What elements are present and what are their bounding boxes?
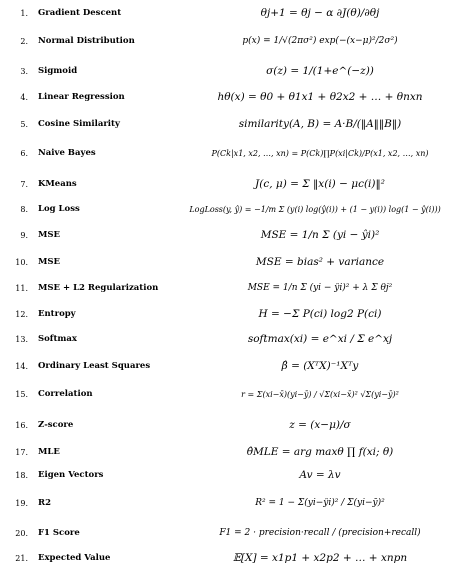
list-item — [0, 275, 474, 301]
item-name: Normal Distribution — [38, 36, 135, 46]
item-formula: β̂ = (XᵀX)⁻¹Xᵀy — [281, 360, 359, 372]
list-item — [0, 490, 474, 516]
item-number: 6. — [20, 148, 28, 158]
list-item — [0, 196, 474, 222]
item-formula: z = (x−μ)/σ — [289, 419, 351, 431]
item-number: 19. — [15, 498, 28, 508]
item-number: 14. — [15, 361, 28, 371]
item-number: 20. — [15, 528, 28, 538]
item-formula: 𝔼[X] = x1p1 + x2p2 + … + xnpn — [232, 552, 408, 564]
item-name: R2 — [38, 498, 51, 508]
item-name: Z-score — [38, 420, 74, 430]
item-name: Ordinary Least Squares — [38, 361, 151, 371]
item-formula: MSE = 1/n Σ (yi − ŷi)² + λ Σ θj² — [247, 283, 393, 293]
list-item — [0, 545, 474, 571]
item-name: Expected Value — [38, 553, 111, 563]
item-number: 15. — [15, 389, 28, 399]
item-name: MSE — [38, 257, 61, 267]
item-number: 11. — [15, 283, 28, 293]
list-item — [0, 28, 474, 54]
item-number: 3. — [20, 66, 28, 76]
item-formula: softmax(xi) = e^xi / Σ e^xj — [247, 333, 393, 345]
item-name: Eigen Vectors — [38, 470, 104, 480]
list-item — [0, 249, 474, 275]
list-item — [0, 301, 474, 327]
item-name: Linear Regression — [38, 92, 125, 102]
item-formula: F1 = 2 · precision·recall / (precision+recall) — [219, 528, 421, 538]
item-number: 18. — [15, 470, 28, 480]
item-name: Sigmoid — [38, 66, 78, 76]
item-number: 13. — [15, 334, 28, 344]
item-number: 8. — [20, 204, 28, 214]
item-formula: MSE = bias² + variance — [255, 256, 385, 268]
item-name: MSE — [38, 230, 61, 240]
item-formula: similarity(A, B) = A·B/(‖A‖‖B‖) — [238, 118, 402, 130]
item-formula: P(Ck|x1, x2, …, xn) = P(Ck)∏P(xi|Ck)/P(x1, x2, …, xn) — [211, 148, 429, 158]
item-formula: LogLoss(y, ŷ) = −1/m Σ (y(i) log(ŷ(i)) + (1 − y(i)) log(1 − ŷ(i))) — [189, 204, 441, 214]
item-number: 12. — [15, 309, 28, 319]
item-number: 21. — [15, 553, 28, 563]
item-formula: θ̂MLE = arg maxθ ∏ f(xi; θ) — [246, 446, 394, 458]
item-number: 5. — [20, 119, 28, 129]
item-name: Correlation — [38, 389, 93, 399]
item-name: KMeans — [38, 179, 77, 189]
item-number: 10. — [15, 257, 28, 267]
list-item — [0, 0, 474, 26]
item-formula: MSE = 1/n Σ (yi − ŷi)² — [260, 229, 380, 241]
item-formula: R² = 1 − Σ(yi−ŷi)² / Σ(yi−ȳ)² — [255, 498, 385, 508]
item-number: 1. — [20, 8, 28, 18]
item-name: Softmax — [38, 334, 77, 344]
list-item — [0, 84, 474, 110]
item-formula: r = Σ(xi−x̄)(yi−ȳ) / √Σ(xi−x̄)² √Σ(yi−ȳ)² — [241, 389, 399, 399]
item-name: Entropy — [38, 309, 76, 319]
item-name: Log Loss — [38, 204, 80, 214]
list-item — [0, 381, 474, 407]
list-item — [0, 462, 474, 488]
item-formula: σ(z) = 1/(1+e^(−z)) — [266, 65, 374, 77]
item-name: Cosine Similarity — [38, 119, 120, 129]
item-number: 4. — [20, 92, 28, 102]
item-number: 2. — [20, 36, 28, 46]
list-item — [0, 326, 474, 352]
item-name: Naive Bayes — [38, 148, 96, 158]
item-formula: H = −Σ P(ci) log2 P(ci) — [258, 308, 382, 320]
item-name: MSE + L2 Regularization — [38, 283, 159, 293]
item-name: MLE — [38, 447, 60, 457]
list-item — [0, 171, 474, 197]
item-number: 9. — [20, 230, 28, 240]
item-formula: θj+1 = θj − α ∂J(θ)/∂θj — [260, 7, 380, 19]
item-number: 16. — [15, 420, 28, 430]
list-item — [0, 412, 474, 438]
item-formula: p(x) = 1/√(2πσ²) exp(−(x−μ)²/2σ²) — [242, 36, 398, 46]
item-formula: Av = λv — [299, 469, 341, 481]
item-number: 7. — [20, 179, 28, 189]
list-item — [0, 58, 474, 84]
list-item — [0, 353, 474, 379]
list-item — [0, 140, 474, 166]
list-item — [0, 222, 474, 248]
item-name: F1 Score — [38, 528, 80, 538]
item-number: 17. — [15, 447, 28, 457]
list-item — [0, 520, 474, 546]
item-formula: J(c, μ) = Σ ‖x(i) − μc(i)‖² — [255, 178, 385, 190]
item-name: Gradient Descent — [38, 8, 122, 18]
item-formula: hθ(x) = θ0 + θ1x1 + θ2x2 + … + θnxn — [217, 91, 423, 103]
list-item — [0, 111, 474, 137]
